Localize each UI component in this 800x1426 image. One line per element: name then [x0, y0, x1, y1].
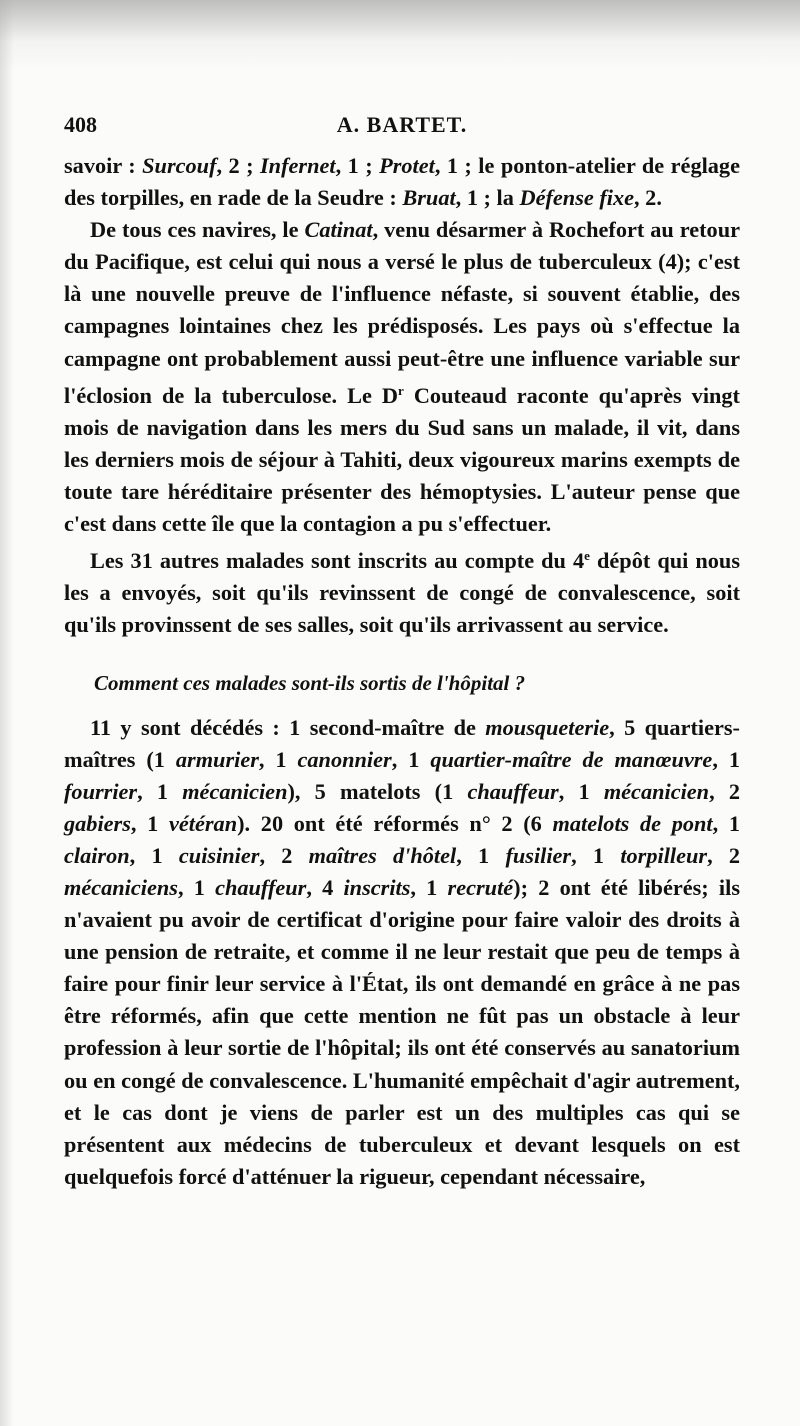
paragraph [64, 214, 740, 540]
italic-text: canonnier [297, 746, 392, 772]
italic-text: inscrits [343, 874, 411, 900]
italic-text: Bruat [402, 185, 456, 211]
text-run: , 1 [391, 746, 431, 772]
text-run: , 1 [130, 810, 169, 836]
italic-text: chauffeur [215, 874, 307, 900]
text-run: Couteaud raconte qu'après vingt mois de navigation dans les mers du Sud sans un malade, il vit, dans les derniers mois de séjour à Tahiti, deux vigoureux marins exempts de toute tare héréditaire présenter des hémoptysies. L'auteur pense que c'est dans cette île que la contagion a pu s'effectuer. [64, 382, 740, 537]
text-run: , 2 [707, 842, 741, 868]
text-run: , 1 [258, 746, 298, 772]
text-run: savoir : [64, 153, 143, 178]
text-run: , 1 ; le ponton-atelier de réglage des torpilles, en rade de la Seudre : [64, 153, 740, 211]
text-run: , 1 ; la [455, 185, 520, 211]
running-head: A. BARTET. [336, 112, 468, 137]
italic-text: quartier-maître de manœuvre [430, 746, 713, 772]
italic-text: torpilleur [620, 842, 708, 868]
text-run: ), 5 matelots (1 [287, 778, 468, 804]
text-run: , 4 [306, 874, 344, 900]
scan-left-edge [0, 0, 14, 1426]
italic-text: maîtres d'hôtel [308, 842, 457, 868]
italic-text: chauffeur [467, 778, 559, 804]
italic-text: vétéran [169, 810, 238, 836]
italic-text: Protet [379, 153, 435, 178]
paragraph [64, 712, 740, 1193]
page-number: 408 [64, 112, 97, 137]
italic-text: recruté [447, 874, 514, 900]
text-run: , 2 [259, 842, 309, 868]
italic-text: cuisinier [178, 842, 260, 868]
italic-text: Infernet [260, 153, 336, 178]
italic-text: Catinat [304, 217, 373, 243]
body-text [64, 150, 740, 1193]
text-run: , 1 [410, 874, 448, 900]
text-run: , 5 quartiers-maîtres (1 [64, 714, 740, 772]
italic-text: mousqueterie [485, 714, 610, 740]
italic-text: Défense fixe [519, 185, 635, 211]
superscript: r [398, 382, 404, 398]
text-run: , 1 [558, 778, 604, 804]
text-run: , 1 [712, 746, 741, 772]
text-run: , 1 [571, 842, 621, 868]
text-run: Les 31 autres malades sont inscrits au compte du 4 [90, 548, 585, 574]
italic-text: Surcouf [142, 153, 217, 178]
text-run: , 2. [634, 185, 662, 211]
italic-text: Comment ces malades sont-ils sortis de l'hôpital ? [94, 671, 526, 696]
paragraph [64, 540, 740, 641]
italic-text: fourrier [64, 778, 138, 804]
italic-text: gabiers [64, 810, 131, 836]
text-run: De tous ces navires, le [90, 217, 305, 243]
text-run: ). 20 ont été réformés n° 2 (6 [237, 810, 553, 836]
text-run: , 1 [137, 778, 183, 804]
superscript: e [584, 548, 590, 564]
italic-text: mécanicien [603, 778, 710, 804]
scan-top-shadow [0, 0, 800, 70]
text-run: , venu désarmer à Rochefort au retour du Pacifique, est celui qui nous a versé le plus de tuberculeux (4); c'est là une nouvelle preuve de l'influence néfaste, si souvent établie, des campagnes lointaines chez les prédisposés. Les pays où s'effectue la campagne ont probablement aussi peut-être une influence variable sur l'éclosion de la tuberculose. Le D [64, 217, 740, 408]
section-heading [64, 667, 740, 699]
text-run: ); 2 ont été libérés; ils n'avaient pu avoir de certificat d'origine pour faire valoir des droits à une pension de retraite, et comme il ne leur restait que peu de temps à faire pour finir leur service à l'État, ils ont demandé en grâce à ne pas être réformés, afin que cette mention ne fût pas un obstacle à leur profession à leur sortie de l'hôpital; ils ont été conservés au sanatorium ou en congé de convalescence. L'humanité empêchait d'agir autrement, et le cas dont je viens de parler est un des multiples cas qui se présentent aux médecins de tuberculeux et devant lesquels on est quelquefois forcé d'atténuer la rigueur, cependant nécessaire, [64, 874, 740, 1189]
text-run: , 1 ; [335, 153, 380, 178]
italic-text: mécaniciens [64, 874, 178, 900]
text-run: , 1 [712, 810, 741, 836]
text-run: , 2 [709, 778, 740, 804]
text-run: dépôt qui nous les a envoyés, soit qu'ils revinssent de congé de convalescence, soit qu'ils provinssent de ses salles, soit qu'ils arrivassent au service. [64, 548, 740, 638]
text-run: , 1 [129, 842, 179, 868]
text-run: , 2 ; [216, 153, 260, 178]
page-header [64, 112, 740, 142]
text-run: , 1 [456, 842, 506, 868]
text-run: , 1 [177, 874, 216, 900]
italic-text: mécanicien [182, 778, 288, 804]
text-run: 11 y sont décédés : 1 second-maître de [90, 714, 486, 740]
italic-text: clairon [64, 842, 130, 868]
italic-text: matelots de pont [552, 810, 713, 836]
paragraph [64, 150, 740, 214]
italic-text: fusilier [505, 842, 572, 868]
italic-text: armurier [175, 746, 259, 772]
